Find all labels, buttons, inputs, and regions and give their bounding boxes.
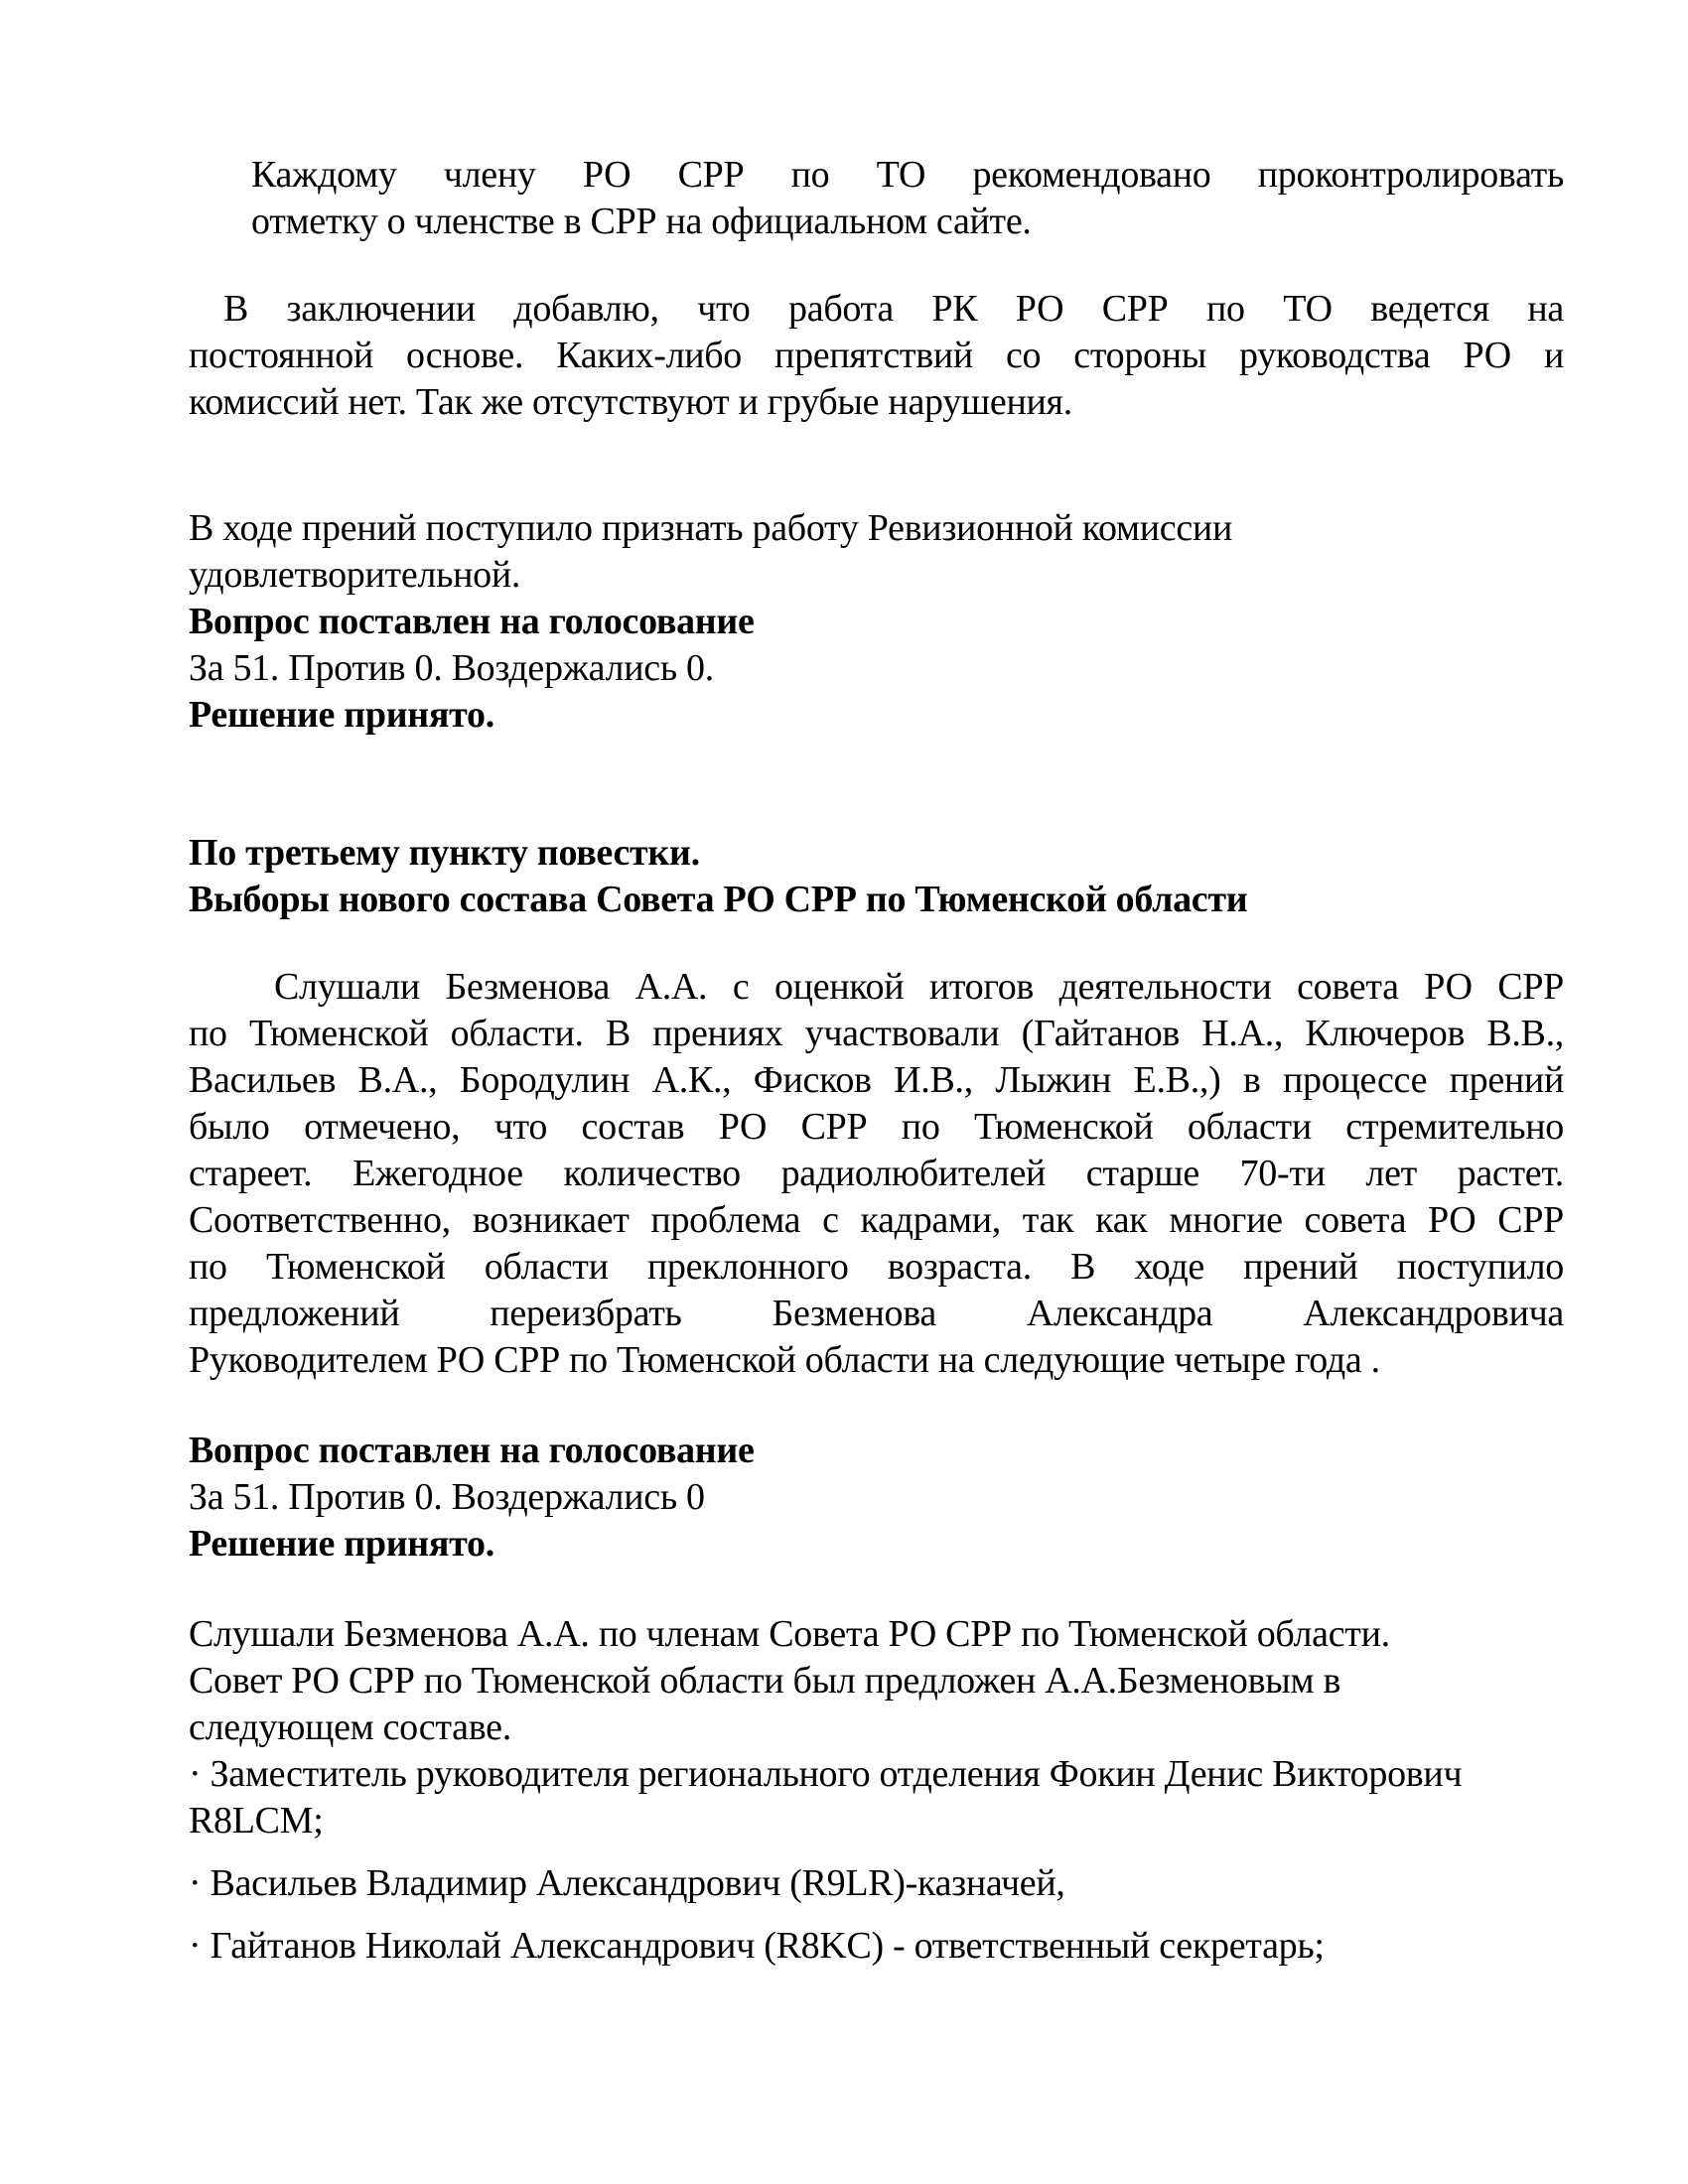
- text-line: Решение принято.: [189, 1523, 494, 1565]
- text-line: Вопрос поставлен на голосование: [189, 601, 755, 642]
- text-line: отметку о членстве в СРР на официальном сайте.: [251, 201, 1032, 242]
- document-body: [189, 152, 1564, 1970]
- text-line: стареет. Ежегодное количество радиолюбителей старше 70-ти лет растет.: [189, 1153, 1564, 1194]
- text-line: В заключении добавлю, что работа РК РО СРР по ТО ведется на: [223, 288, 1564, 330]
- text-line: Соответственно, возникает проблема с кадрами, так как многие совета РО СРР: [189, 1199, 1564, 1241]
- text-line: Вопрос поставлен на голосование: [189, 1430, 755, 1471]
- text-line: В ходе прений поступило признать работу Ревизионной комиссии: [189, 507, 1232, 549]
- text-line: · Гайтанов Николай Александрович (R8KC) - ответственный секретарь;: [189, 1925, 1325, 1967]
- para-bezmenov-report: [189, 964, 1564, 1384]
- text-line: предложений переизбрать Безменова Александра Александровича: [189, 1293, 1564, 1334]
- text-line: Совет РО СРР по Тюменской области был предложен А.А.Безменовым в: [189, 1660, 1341, 1702]
- text-line: За 51. Против 0. Воздержались 0.: [189, 647, 714, 689]
- para-council-members: [189, 1611, 1564, 1970]
- text-line: · Васильев Владимир Александрович (R9LR)-казначей,: [189, 1862, 1065, 1904]
- text-line: постоянной основе. Каких-либо препятствий со стороны руководства РО и: [189, 335, 1564, 376]
- text-line: Слушали Безменова А.А. по членам Совета РО СРР по Тюменской области.: [189, 1613, 1390, 1655]
- text-line: По третьему пункту повестки.: [189, 832, 700, 874]
- text-line: Каждому члену РО СРР по ТО рекомендовано проконтролировать: [251, 154, 1564, 196]
- text-line: R8LCM;: [189, 1800, 324, 1842]
- text-line: Решение принято.: [189, 694, 494, 736]
- heading-agenda-item-3: [189, 830, 1564, 923]
- para-conclusion: [189, 286, 1564, 426]
- para-membership-recommendation: [251, 152, 1564, 245]
- vote-block-revision-commission: [189, 505, 1564, 739]
- text-line: было отмечено, что состав РО СРР по Тюменской области стремительно: [189, 1106, 1564, 1148]
- text-line: следующем составе.: [189, 1706, 511, 1748]
- text-line: по Тюменской области. В прениях участвовали (Гайтанов Н.А., Ключеров В.В.,: [189, 1013, 1564, 1054]
- text-line: Слушали Безменова А.А. с оценкой итогов деятельности совета РО СРР: [274, 966, 1564, 1008]
- text-line: Выборы нового состава Совета РО СРР по Тюменской области: [189, 879, 1248, 920]
- text-line: удовлетворительной.: [189, 554, 521, 596]
- text-line: · Заместитель руководителя регионального отделения Фокин Денис Викторович: [189, 1753, 1463, 1795]
- text-line: За 51. Против 0. Воздержались 0: [189, 1476, 705, 1518]
- text-line: комиссий нет. Так же отсутствуют и грубые нарушения.: [189, 381, 1072, 423]
- text-line: Руководителем РО СРР по Тюменской области на следующие четыре года .: [189, 1339, 1380, 1381]
- text-line: по Тюменской области преклонного возраста. В ходе прений поступило: [189, 1246, 1564, 1288]
- vote-block-reelection: [189, 1428, 1564, 1568]
- text-line: Васильев В.А., Бородулин А.К., Фисков И.В., Лыжин Е.В.,) в процессе прений: [189, 1059, 1564, 1101]
